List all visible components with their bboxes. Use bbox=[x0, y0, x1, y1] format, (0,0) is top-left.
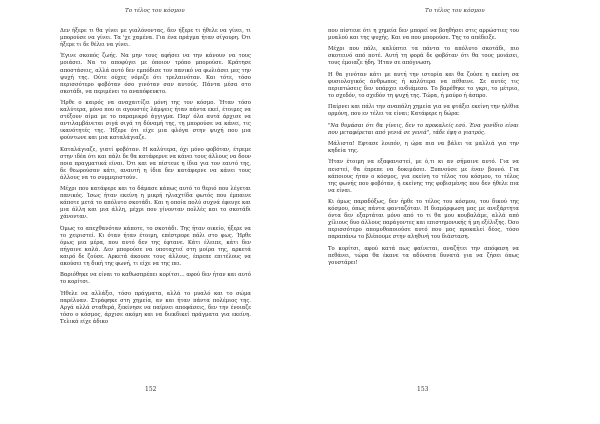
paragraph: Όμως το απεχθανόταν κάποτε, το σκοτάδι. Της ήταν οικείο, ήξερε να το χειριστεί. Κι όταν ήταν έτοιμη, επέστρεφε πάλι στο φως. Ήρθε όμως μια μέρα, που αυτό δεν της έφτανε. Κάτι έλειπε, κάτι δεν πήγαινε καλά. Δεν μπορούσε να υποταχτεί στη μοίρα της, αρκετά καιρό δε ζούσε. Αρκετά άκουσε τους άλλους, έπρεπε επιτέλους να ακούσει τη δική της φωνή, τι είχε να της πει. bbox=[60, 225, 251, 267]
paragraph: Ήταν έτοιμη να εξαφανιστεί, με ό,τι κι αν σήμαινε αυτό. Για να πειστεί, θα έπρεπε να δοκιμάσει. Ξυπνούσε με έναν βουνό. Για κάποιους ήταν ο κόσμος, για εκείνη το τέλος του κόσμου, το τέλος της φωνής που φοβόταν, ή εκείνης της φοβισμένης που δεν ήθελε πια να είναι. bbox=[328, 159, 519, 194]
running-head: Το τέλος του κόσμου bbox=[125, 8, 185, 14]
paragraph: Ήθελε να αλλάξει, τόσο πράγματα, αλλά το μυαλό και το σώμα παρέλυαν. Στράφηκε στη χημεία, αν και ήταν πάντα πολέμιος της. Αργά αλλά σταθερά, ξεκίνησε να παίρνει αποφάσεις, δεν την ένοιαζε τόσο ο κόσμος, άρχισε ακόμη και να διεκδικεί πράγματα για εκείνη. Τελικά είχε άδικο bbox=[60, 290, 251, 325]
paragraph: Δεν ήξερε τι θα γίνει με γιαλόνοντας, δεν ήξερε τι ήθελε να γίνει, τι μπορούσε να γίνει. Τα 'χε χαμένα. Για ένα πράγμα ήταν σίγουρη. Ότι ήξερε τι δε θέλει να γίνει. bbox=[60, 28, 251, 49]
paragraph: Μάλιστα! Εφτασε λοιπόν, η ώρα πια να βάλει τα μαλλιά για την κηδεία της. bbox=[328, 141, 519, 155]
page-number: 152 bbox=[145, 386, 157, 393]
page-number: 153 bbox=[417, 386, 429, 393]
page-body bbox=[60, 28, 251, 330]
paragraph: Βαριόθηκε να είναι το καθωσπρέπει κορίτσι... αφού δεν ήταν και αυτό το κορίτσι. bbox=[60, 272, 251, 286]
right-page bbox=[300, 0, 600, 424]
paragraph: Παίρνει και πάλι την αναπάλη χημεία για να φτάξει εκείνη την ηλίθια ορμόνη, που εν τέλει τα είναι; Κατάφερε η δώρα: bbox=[328, 104, 519, 118]
paragraph: Έγινε σκοπός ζωής. Να μην τους αφήσει να την κάνουν να τους μοιάσει. Να το αποφύγει με όποιον τρόπο μπορούσε. Κράτησε αποστάσεις, αλλά αυτό δεν εμπόδισε τον πανικό να φωλιάσει μες την ψυχή της. Ούτε ούχες νόμιζε ότι τρελαινόταν. Και τότε, τόσο περισσότερο φοβόταν όσο γινόταν σαν αυτούς. Πάντα μέσα στο σκοτάδι, να περιμένει το αναπόφευκτο. bbox=[60, 53, 251, 95]
paragraph: Το κορίτσι, αφού κατά πως φαίνεται, αναζήτει την απόφαση να πεθάνει, τώρα θα έκανε τα αδύνατα δυνατά για να ζήσει όπως γουστάρει! bbox=[328, 245, 519, 266]
running-head: Το τέλος του κόσμου bbox=[425, 8, 485, 14]
paragraph: Ήρθε ο καιρός να αναχαιτίζει μόνη της τον κόσμο. Ήταν τόσο καλύτερα, μόνο που οι αγουστές λάμψεις ήταν πάντα εκεί, έτοιμες να στέξουν αίμα με το παραμικρό άγγιγμα. Παρ' όλα αυτά άρχισε να αντιλαμβάνεται σιγά σιγά τη δύναμή της, τη μπορούσε να κάνει, τις ικανότητές της. Ήξερε ότι είχε μια φλόγα στην ψυχή που μια φούντωνε και μια καταλάγιαζε. bbox=[60, 100, 251, 142]
paragraph: Κι όμως παραδόξως, δεν ήρθε το τέλος του κόσμου, του δικού της κόσμου, όπως πάντα φανταζόταν. Η διαμόρφωση μας με ανεξάρτητα όντα δεν εξαρτάται μόνο από το τι θα μου κουβαλάμε, αλλά από χίλιους δυο άλλους παράγοντες και επιστημονικής ή μη εξέλιξης. Όσο περισσότερο απομυθοποιούσε αυτό που μας προκαλεί δέος, τόσο παραπάνω το βλέπουμε στην αληθινή του διάσταση. bbox=[328, 199, 519, 241]
paragraph: που πίστευε ότι η χημεία δεν μπορεί να βοηθήσει στις αρρώστιες του μυαλού και της ψυχής. Και να που μπορούσε. Της το απέδειξε. bbox=[328, 28, 519, 42]
page-body bbox=[328, 28, 519, 271]
paragraph: Μέχρι που κατάφερε και το δάμασε κάπως αυτό το θεριό που λέγεται πανικός. Ίσως ήταν εκείνη η μικρή ηλιαχτίδα φωτός που έμπαινε κάποτε μετά το απόλυτο σκοτάδι. Και η οποία πολύ συχνά έφευγε και μια άλλη και μια άλλη, μέχρι που γίνονταν πολλές και το σκοτάδι χάνονταν. bbox=[60, 186, 251, 221]
quoted-paragraph: "Να θυμάσαι ότι θα γίνεις, δεν το προκαλείς εσύ. Ένα γονίδιο είναι που μεταφέρεται από γενιά σε γενιά", τάδε έφη ο γιατρός. bbox=[328, 122, 519, 136]
paragraph: Μέχρι που πάλι, καλύπτει τα πάντα το απόλυτο σκοτάδι, πιο σκοτεινό από ποτέ. Αυτή τη φορά δε φοβόταν ότι θα τους μοιάσει, τους έμοιαζε ήδη. Ήταν σε απόγνωση. bbox=[328, 46, 519, 67]
paragraph: Καταλάγιαζε, γιατί φοβόταν. Η καλύτερα, όχι μόνο φοβόταν, έτρεμε στην ιδέα ότι και πάλι δε θα κατάφερνε να κάνει τους άλλους να δουν ποια πραγματικά είναι. Ότι και να πίστευε η ίδια για τον εαυτό της, δε θεωρούσαν κάτι, αναυτή η ίδια δεν κατάφερνε να κάνει τους άλλους να το συμμεριστούν. bbox=[60, 146, 252, 181]
paragraph: Η θα γινόταν κάτι με αυτή την ιστορία και θα ζούσε η εκείνη σα φυσιολογικός άνθρωπος ή καλύτερα να πέθαινε. Σε αυτές τις περιπτώσεις δεν υπάρχει ενδιάμεσο. Το βαρέθηκε το γκρι, το μέτριο, το σχεδόν, το σχεδόν τη ψυχή της. Τώρα, ή μαύρο ή άσπρο. bbox=[328, 71, 519, 99]
